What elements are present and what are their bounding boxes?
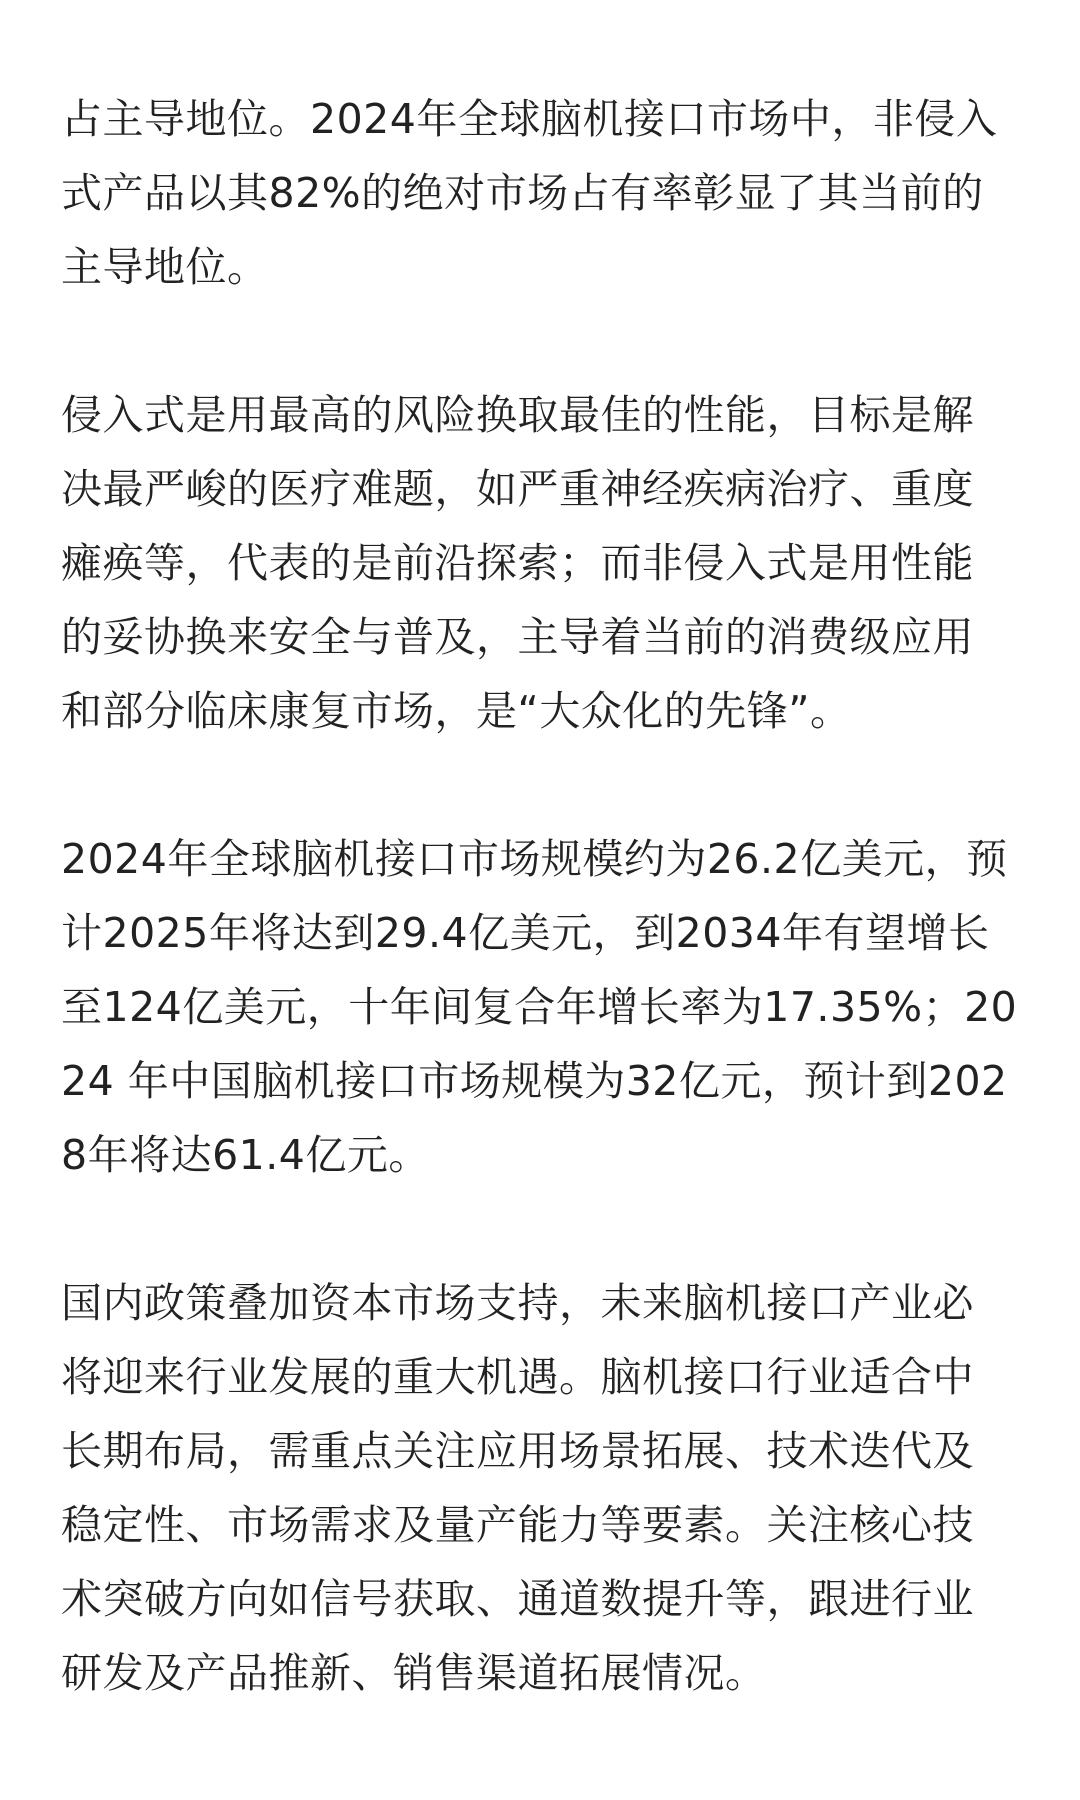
text-line: 式产品以其82%的绝对市场占有率彰显了其当前的 — [61, 169, 984, 217]
paragraph-market-size — [61, 822, 1021, 1192]
text-line: 8年将达61.4亿元。 — [61, 1131, 430, 1179]
paragraph-dominance — [61, 82, 1021, 304]
text-line: 稳定性、市场需求及量产能力等要素。关注核心技 — [61, 1501, 974, 1549]
text-line: 24 年中国脑机接口市场规模为32亿元，预计到202 — [61, 1057, 1008, 1105]
text-line: 术突破方向如信号获取、通道数提升等，跟进行业 — [61, 1575, 974, 1623]
text-line: 计2025年将达到29.4亿美元，到2034年有望增长 — [61, 909, 990, 957]
text-line: 的妥协换来安全与普及，主导着当前的消费级应用 — [61, 613, 974, 661]
text-line: 研发及产品推新、销售渠道拓展情况。 — [61, 1649, 767, 1697]
text-line: 决最严峻的医疗难题，如严重神经疾病治疗、重度 — [61, 465, 974, 513]
text-line: 长期布局，需重点关注应用场景拓展、技术迭代及 — [61, 1427, 974, 1475]
text-line: 和部分临床康复市场，是“大众化的先锋”。 — [61, 687, 852, 735]
text-line: 至124亿美元，十年间复合年增长率为17.35%；20 — [61, 983, 1018, 1031]
article-body — [61, 82, 1021, 1710]
text-line: 国内政策叠加资本市场支持，未来脑机接口产业必 — [61, 1279, 974, 1327]
paragraph-invasive-vs-noninvasive — [61, 378, 1021, 748]
text-line: 将迎来行业发展的重大机遇。脑机接口行业适合中 — [61, 1353, 974, 1401]
paragraph-outlook — [61, 1266, 1021, 1710]
text-line: 2024年全球脑机接口市场规模约为26.2亿美元，预 — [61, 835, 1008, 883]
text-line: 瘫痪等，代表的是前沿探索；而非侵入式是用性能 — [61, 539, 974, 587]
text-line: 侵入式是用最高的风险换取最佳的性能，目标是解 — [61, 391, 974, 439]
text-line: 主导地位。 — [61, 243, 269, 291]
text-line: 占主导地位。2024年全球脑机接口市场中，非侵入 — [61, 95, 998, 143]
